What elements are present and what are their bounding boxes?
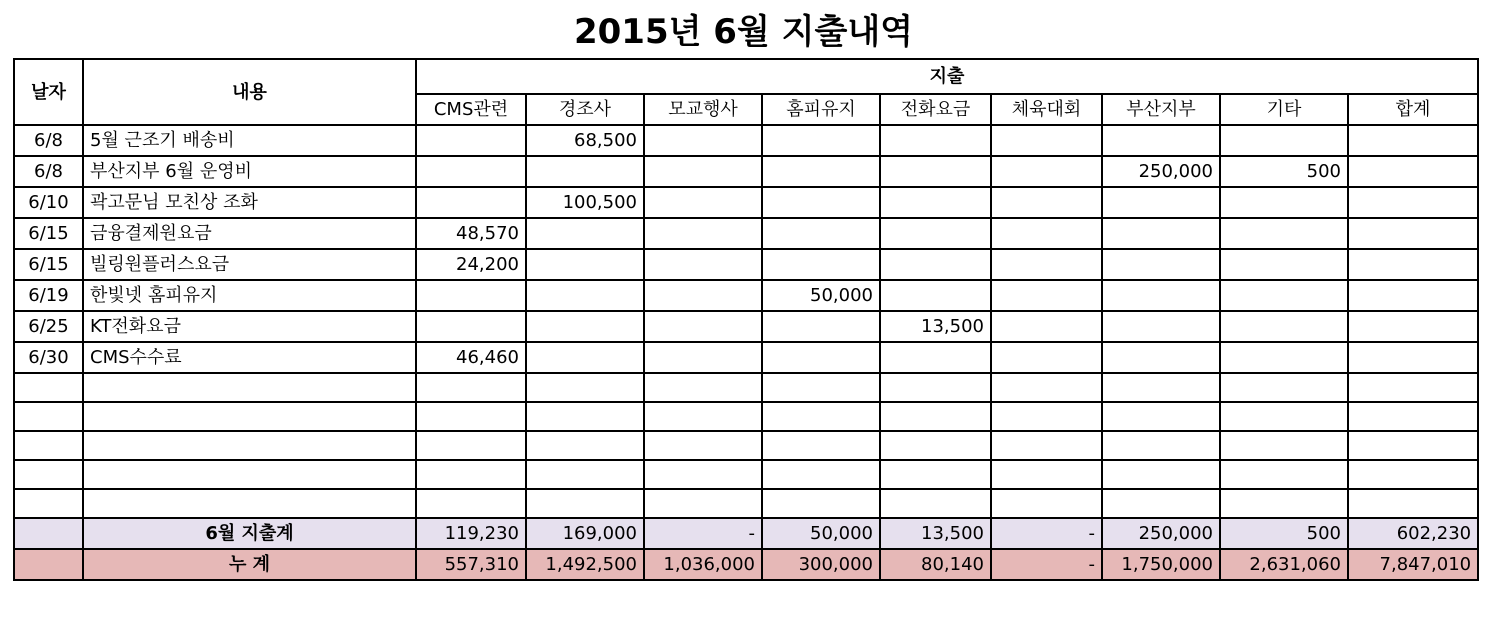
table-row [14, 280, 1478, 311]
row-amount [526, 431, 644, 460]
row-amount [1348, 280, 1478, 311]
header-content: 내용 [83, 59, 416, 125]
row-amount [762, 156, 880, 187]
header-expense-group: 지출 [416, 59, 1478, 94]
month-total-row-amount: 250,000 [1102, 518, 1220, 549]
row-amount [526, 156, 644, 187]
row-amount [991, 402, 1102, 431]
row-amount [762, 342, 880, 373]
column-header: 경조사 [526, 94, 644, 125]
row-amount [1220, 489, 1348, 518]
row-amount [880, 156, 991, 187]
row-amount [1220, 311, 1348, 342]
row-date: 6/15 [14, 249, 83, 280]
expense-table [13, 58, 1479, 581]
row-amount [644, 249, 762, 280]
row-amount [644, 373, 762, 402]
row-amount [1220, 373, 1348, 402]
row-description: CMS수수료 [83, 342, 416, 373]
row-amount [991, 249, 1102, 280]
column-header: CMS관련 [416, 94, 526, 125]
column-header: 모교행사 [644, 94, 762, 125]
row-amount [526, 460, 644, 489]
row-amount [762, 460, 880, 489]
row-date: 6/15 [14, 218, 83, 249]
row-amount [1102, 431, 1220, 460]
row-amount [644, 125, 762, 156]
row-amount [1102, 342, 1220, 373]
month-total-row-amount: 119,230 [416, 518, 526, 549]
row-amount [991, 187, 1102, 218]
row-amount [1348, 342, 1478, 373]
row-amount [1102, 311, 1220, 342]
row-amount [1220, 125, 1348, 156]
table-row [14, 187, 1478, 218]
row-amount [526, 280, 644, 311]
row-amount [991, 373, 1102, 402]
row-amount [1102, 402, 1220, 431]
row-description: 한빛넷 홈피유지 [83, 280, 416, 311]
row-amount [1220, 218, 1348, 249]
row-amount [880, 489, 991, 518]
row-amount [1102, 249, 1220, 280]
column-header: 체육대회 [991, 94, 1102, 125]
month-total-row-amount: 602,230 [1348, 518, 1478, 549]
row-amount [1348, 156, 1478, 187]
row-amount [526, 402, 644, 431]
row-amount [526, 373, 644, 402]
row-amount [1102, 460, 1220, 489]
row-date [14, 431, 83, 460]
cumulative-row-label: 누 계 [83, 549, 416, 580]
row-date: 6/8 [14, 156, 83, 187]
row-amount [991, 125, 1102, 156]
table-row [14, 218, 1478, 249]
row-amount [526, 489, 644, 518]
row-amount [1220, 431, 1348, 460]
row-amount [1348, 249, 1478, 280]
row-amount: 13,500 [880, 311, 991, 342]
table-row [14, 373, 1478, 402]
row-amount [416, 373, 526, 402]
month-total-row-amount: 500 [1220, 518, 1348, 549]
row-amount [762, 187, 880, 218]
cumulative-row-amount: 7,847,010 [1348, 549, 1478, 580]
row-amount [416, 311, 526, 342]
row-amount [644, 311, 762, 342]
column-header: 합계 [1348, 94, 1478, 125]
row-amount: 48,570 [416, 218, 526, 249]
table-row [14, 342, 1478, 373]
row-amount [880, 125, 991, 156]
row-description [83, 489, 416, 518]
month-total-row-amount: 169,000 [526, 518, 644, 549]
row-amount [880, 280, 991, 311]
row-amount [880, 402, 991, 431]
column-header: 전화요금 [880, 94, 991, 125]
row-amount [1348, 373, 1478, 402]
row-amount [644, 402, 762, 431]
row-amount [644, 431, 762, 460]
row-amount: 68,500 [526, 125, 644, 156]
row-date: 6/10 [14, 187, 83, 218]
cumulative-row-amount: - [991, 549, 1102, 580]
row-amount [880, 373, 991, 402]
row-amount [416, 489, 526, 518]
row-amount [991, 342, 1102, 373]
row-amount [526, 218, 644, 249]
month-total-row [14, 518, 1478, 549]
row-amount [880, 187, 991, 218]
row-amount [416, 431, 526, 460]
row-date: 6/25 [14, 311, 83, 342]
row-amount [416, 125, 526, 156]
row-amount [991, 218, 1102, 249]
table-row [14, 402, 1478, 431]
row-amount [991, 431, 1102, 460]
month-total-row-amount: - [991, 518, 1102, 549]
row-amount [644, 342, 762, 373]
row-amount [1220, 402, 1348, 431]
row-amount [991, 489, 1102, 518]
row-date: 6/8 [14, 125, 83, 156]
table-row [14, 125, 1478, 156]
cumulative-row-amount: 300,000 [762, 549, 880, 580]
cumulative-row-blank [14, 549, 83, 580]
table-row [14, 460, 1478, 489]
row-amount: 500 [1220, 156, 1348, 187]
row-amount [880, 342, 991, 373]
row-amount [762, 489, 880, 518]
row-amount [1220, 249, 1348, 280]
row-amount [644, 187, 762, 218]
table-row [14, 431, 1478, 460]
row-amount [644, 218, 762, 249]
row-amount [416, 402, 526, 431]
row-description [83, 460, 416, 489]
row-amount [762, 249, 880, 280]
row-amount [1102, 280, 1220, 311]
row-amount [762, 218, 880, 249]
row-amount [762, 373, 880, 402]
row-date [14, 373, 83, 402]
row-amount [991, 280, 1102, 311]
row-amount [1102, 489, 1220, 518]
row-amount [991, 311, 1102, 342]
month-total-row-amount: - [644, 518, 762, 549]
table-row [14, 249, 1478, 280]
row-amount [762, 125, 880, 156]
row-amount [880, 249, 991, 280]
row-date [14, 402, 83, 431]
table-row [14, 489, 1478, 518]
cumulative-row-amount: 80,140 [880, 549, 991, 580]
column-header: 부산지부 [1102, 94, 1220, 125]
cumulative-row-amount: 1,036,000 [644, 549, 762, 580]
table-row [14, 156, 1478, 187]
row-amount [1348, 431, 1478, 460]
row-description [83, 373, 416, 402]
row-amount [1348, 311, 1478, 342]
row-amount: 100,500 [526, 187, 644, 218]
row-amount [1220, 187, 1348, 218]
row-date: 6/19 [14, 280, 83, 311]
row-amount [1102, 187, 1220, 218]
row-date: 6/30 [14, 342, 83, 373]
row-date [14, 460, 83, 489]
column-header: 기타 [1220, 94, 1348, 125]
month-total-row-blank [14, 518, 83, 549]
row-amount [416, 460, 526, 489]
row-amount [416, 187, 526, 218]
row-description: 금융결제원요금 [83, 218, 416, 249]
row-amount [1348, 402, 1478, 431]
row-amount [1348, 218, 1478, 249]
row-amount [762, 311, 880, 342]
row-amount [526, 342, 644, 373]
header-date: 날자 [14, 59, 83, 125]
row-amount [880, 218, 991, 249]
row-description: 빌링원플러스요금 [83, 249, 416, 280]
row-amount [526, 249, 644, 280]
row-description: KT전화요금 [83, 311, 416, 342]
row-description [83, 431, 416, 460]
row-amount [991, 460, 1102, 489]
row-amount [1348, 187, 1478, 218]
row-amount [644, 489, 762, 518]
table-row [14, 311, 1478, 342]
row-description: 부산지부 6월 운영비 [83, 156, 416, 187]
row-amount: 250,000 [1102, 156, 1220, 187]
row-amount [1220, 280, 1348, 311]
row-amount [1348, 125, 1478, 156]
cumulative-row-amount: 1,750,000 [1102, 549, 1220, 580]
row-amount [644, 280, 762, 311]
row-amount [526, 311, 644, 342]
month-total-row-amount: 13,500 [880, 518, 991, 549]
row-amount [1102, 218, 1220, 249]
row-amount [762, 431, 880, 460]
row-amount [1348, 460, 1478, 489]
row-amount [1220, 460, 1348, 489]
row-amount [1348, 489, 1478, 518]
month-total-row-label: 6월 지출계 [83, 518, 416, 549]
cumulative-row-amount: 557,310 [416, 549, 526, 580]
month-total-row-amount: 50,000 [762, 518, 880, 549]
row-description [83, 402, 416, 431]
row-amount [880, 431, 991, 460]
row-amount: 50,000 [762, 280, 880, 311]
row-description: 곽고문님 모친상 조화 [83, 187, 416, 218]
row-amount [416, 156, 526, 187]
row-date [14, 489, 83, 518]
cumulative-row-amount: 2,631,060 [1220, 549, 1348, 580]
row-amount [644, 156, 762, 187]
row-amount [1102, 373, 1220, 402]
row-amount [762, 402, 880, 431]
column-header: 홈피유지 [762, 94, 880, 125]
row-amount: 46,460 [416, 342, 526, 373]
row-amount [991, 156, 1102, 187]
cumulative-row-amount: 1,492,500 [526, 549, 644, 580]
row-amount [1102, 125, 1220, 156]
row-amount: 24,200 [416, 249, 526, 280]
row-amount [644, 460, 762, 489]
cumulative-row [14, 549, 1478, 580]
page-title: 2015년 6월 지출내역 [573, 12, 914, 52]
row-amount [416, 280, 526, 311]
row-description: 5월 근조기 배송비 [83, 125, 416, 156]
row-amount [880, 460, 991, 489]
row-amount [1220, 342, 1348, 373]
